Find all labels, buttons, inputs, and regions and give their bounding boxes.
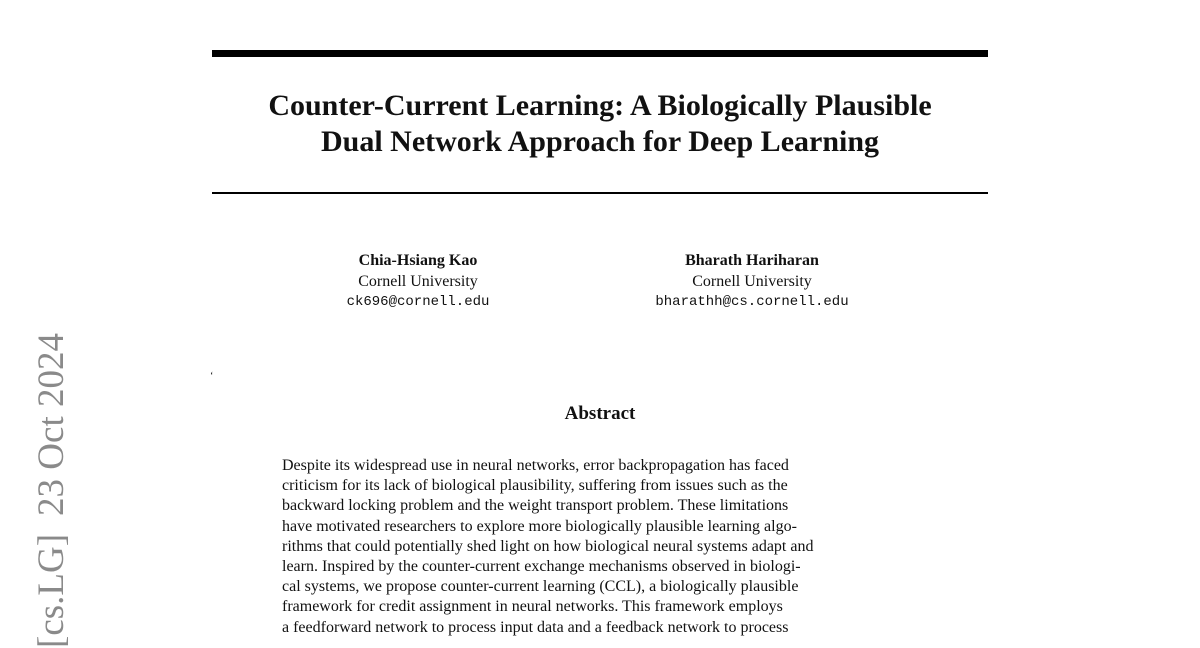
abstract-line: rithms that could potentially shed light on how biological neural systems adapt and bbox=[282, 537, 814, 555]
abstract-line: criticism for its lack of biological plausibility, suffering from issues such as the bbox=[282, 477, 788, 495]
abstract-line: a feedforward network to process input data and a feedback network to process bbox=[282, 618, 789, 636]
abstract-heading: Abstract bbox=[564, 403, 636, 424]
title-bottom-rule bbox=[212, 192, 988, 194]
author-block-2 bbox=[620, 250, 884, 313]
paper-title bbox=[212, 88, 988, 160]
title-top-rule bbox=[212, 50, 988, 57]
title-line-1: Counter-Current Learning: A Biologically Plausible bbox=[268, 89, 932, 122]
stray-mark: ‘ bbox=[210, 371, 214, 382]
author-affiliation: Cornell University bbox=[692, 273, 812, 290]
abstract-line: Despite its widespread use in neural networks, error backpropagation has faced bbox=[282, 457, 789, 474]
abstract-line: framework for credit assignment in neural networks. This framework employs bbox=[282, 598, 783, 616]
author-email: ck696@cornell.edu bbox=[346, 294, 490, 310]
abstract-line: have motivated researchers to explore more biologically plausible learning algo- bbox=[282, 517, 797, 535]
author-name: Bharath Hariharan bbox=[685, 252, 819, 269]
author-block-1 bbox=[300, 250, 536, 313]
abstract-line: backward locking problem and the weight transport problem. These limitations bbox=[282, 497, 789, 515]
abstract-body bbox=[282, 456, 922, 638]
arxiv-date: 23 Oct 2024 bbox=[31, 333, 72, 516]
author-email: bharathh@cs.cornell.edu bbox=[655, 294, 849, 310]
author-affiliation: Cornell University bbox=[358, 273, 478, 290]
author-name: Chia-Hsiang Kao bbox=[358, 252, 478, 269]
arxiv-stamp bbox=[22, 308, 82, 648]
abstract-line: learn. Inspired by the counter-current exchange mechanisms observed in biologi- bbox=[282, 558, 801, 576]
abstract-line: cal systems, we propose counter-current learning (CCL), a biologically plausible bbox=[282, 578, 799, 596]
arxiv-category: [cs.LG] bbox=[31, 533, 72, 648]
title-line-2: Dual Network Approach for Deep Learning bbox=[320, 125, 880, 158]
